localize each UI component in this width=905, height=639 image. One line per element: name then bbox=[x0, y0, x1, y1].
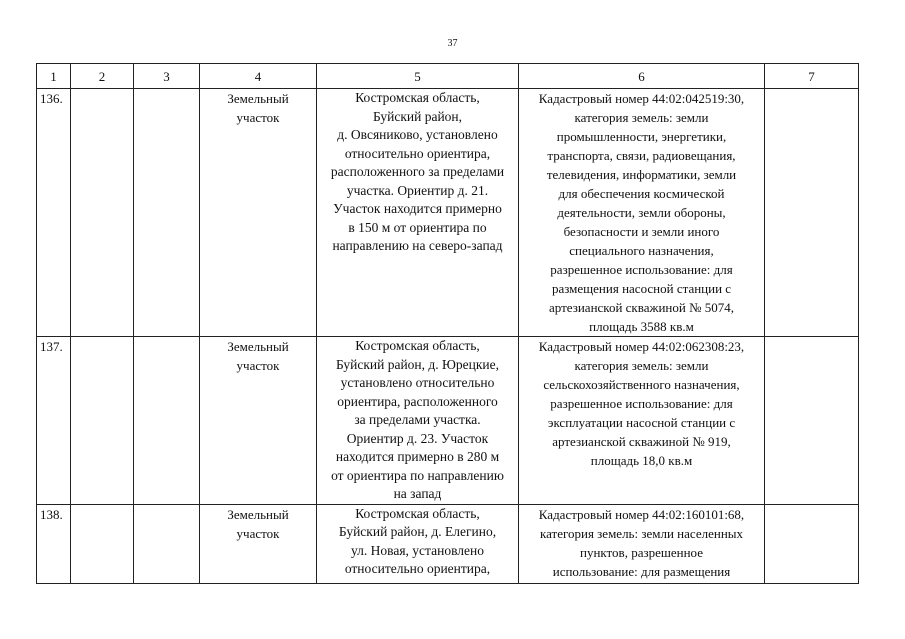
description-line: размещения насосной станции с bbox=[551, 281, 732, 296]
address-cell bbox=[317, 504, 519, 583]
row-number: 136. bbox=[37, 89, 71, 337]
address-line: относительно ориентира, bbox=[344, 145, 491, 161]
object-type-cell bbox=[200, 504, 317, 583]
address-line: относительно ориентира, bbox=[344, 561, 491, 576]
description-line: разрешенное использование: для bbox=[550, 262, 733, 277]
empty-cell bbox=[765, 337, 859, 505]
column-header-7: 7 bbox=[765, 64, 859, 89]
description-line: пунктов, разрешенное bbox=[579, 544, 703, 560]
object-type-line: участок bbox=[236, 525, 280, 541]
empty-cell bbox=[71, 89, 134, 337]
description-line: площадь 3588 кв.м bbox=[589, 319, 694, 334]
address-line: на запад bbox=[393, 486, 442, 501]
description-line: промышленности, энергетики, bbox=[556, 129, 727, 144]
address-line: участка. Ориентир д. 21. bbox=[346, 182, 489, 198]
address-line: находится примерно в 280 м bbox=[335, 449, 500, 464]
description-line: артезианской скважиной № 919, bbox=[552, 434, 731, 449]
address-cell bbox=[317, 337, 519, 505]
address-line: расположенного за пределами bbox=[330, 164, 505, 179]
address-line: Участок находится примерно bbox=[333, 201, 502, 216]
empty-cell bbox=[765, 504, 859, 583]
column-number-row bbox=[37, 64, 859, 89]
object-type-cell bbox=[200, 89, 317, 337]
address-line: за пределами участка. bbox=[354, 412, 481, 427]
address-line: Буйский район, д. Елегино, bbox=[338, 524, 497, 539]
description-cell bbox=[519, 337, 765, 505]
description-line: транспорта, связи, радиовещания, bbox=[547, 148, 736, 163]
description-line: категория земель: земли bbox=[574, 110, 709, 125]
address-line: в 150 м от ориентира по bbox=[348, 219, 487, 235]
address-line: ориентира, расположенного bbox=[337, 393, 498, 409]
table-row bbox=[37, 89, 859, 337]
description-line: категория земель: земли bbox=[574, 358, 709, 373]
address-line: д. Овсяниково, установлено bbox=[337, 127, 498, 142]
empty-cell bbox=[71, 504, 134, 583]
row-number: 138. bbox=[37, 504, 71, 583]
address-line: от ориентира по направлению bbox=[331, 467, 504, 483]
description-line: безопасности и земли иного bbox=[563, 224, 720, 239]
address-line: установлено относительно bbox=[340, 375, 495, 390]
empty-cell bbox=[765, 89, 859, 337]
property-registry-table bbox=[36, 63, 859, 584]
description-line: Кадастровый номер 44:02:160101:68, bbox=[538, 506, 745, 522]
empty-cell bbox=[71, 337, 134, 505]
table-row bbox=[37, 504, 859, 583]
description-cell bbox=[519, 89, 765, 337]
table-row bbox=[37, 337, 859, 505]
address-line: направлению на северо-запад bbox=[332, 238, 503, 253]
description-line: для обеспечения космической bbox=[558, 186, 725, 201]
description-line: специального назначения, bbox=[569, 243, 714, 258]
object-type-line: участок bbox=[236, 358, 280, 373]
address-cell bbox=[317, 89, 519, 337]
column-header-3: 3 bbox=[134, 64, 200, 89]
address-line: Костромская область, bbox=[355, 338, 480, 353]
description-line: Кадастровый номер 44:02:042519:30, bbox=[538, 91, 745, 106]
address-line: Костромская область, bbox=[355, 505, 480, 521]
object-type-cell bbox=[200, 337, 317, 505]
object-type-line: участок bbox=[236, 110, 280, 125]
address-line: ул. Новая, установлено bbox=[351, 542, 484, 558]
column-header-4: 4 bbox=[200, 64, 317, 89]
description-line: использование: для размещения bbox=[552, 563, 731, 579]
description-line: сельскохозяйственного назначения, bbox=[543, 377, 740, 392]
description-line: разрешенное использование: для bbox=[550, 396, 733, 411]
address-line: Ориентир д. 23. Участок bbox=[346, 430, 489, 446]
description-line: телевидения, информатики, земли bbox=[546, 167, 737, 182]
empty-cell bbox=[134, 89, 200, 337]
empty-cell bbox=[134, 337, 200, 505]
address-line: Буйский район, bbox=[372, 108, 463, 124]
empty-cell bbox=[134, 504, 200, 583]
description-line: деятельности, земли обороны, bbox=[557, 205, 726, 220]
page-number: 37 bbox=[447, 38, 458, 49]
description-line: артезианской скважиной № 5074, bbox=[549, 300, 734, 315]
row-number: 137. bbox=[37, 337, 71, 505]
column-header-2: 2 bbox=[71, 64, 134, 89]
description-line: площадь 18,0 кв.м bbox=[590, 453, 693, 468]
address-line: Костромская область, bbox=[355, 90, 480, 105]
description-line: категория земель: земли населенных bbox=[539, 525, 744, 541]
address-line: Буйский район, д. Юрецкие, bbox=[335, 356, 500, 372]
object-type-line: Земельный bbox=[227, 506, 289, 522]
object-type-line: Земельный bbox=[227, 91, 289, 106]
description-line: эксплуатации насосной станции с bbox=[547, 415, 736, 430]
object-type-line: Земельный bbox=[227, 339, 289, 354]
column-header-5: 5 bbox=[317, 64, 519, 89]
description-cell bbox=[519, 504, 765, 583]
column-header-6: 6 bbox=[519, 64, 765, 89]
description-line: Кадастровый номер 44:02:062308:23, bbox=[538, 339, 745, 354]
column-header-1: 1 bbox=[37, 64, 71, 89]
